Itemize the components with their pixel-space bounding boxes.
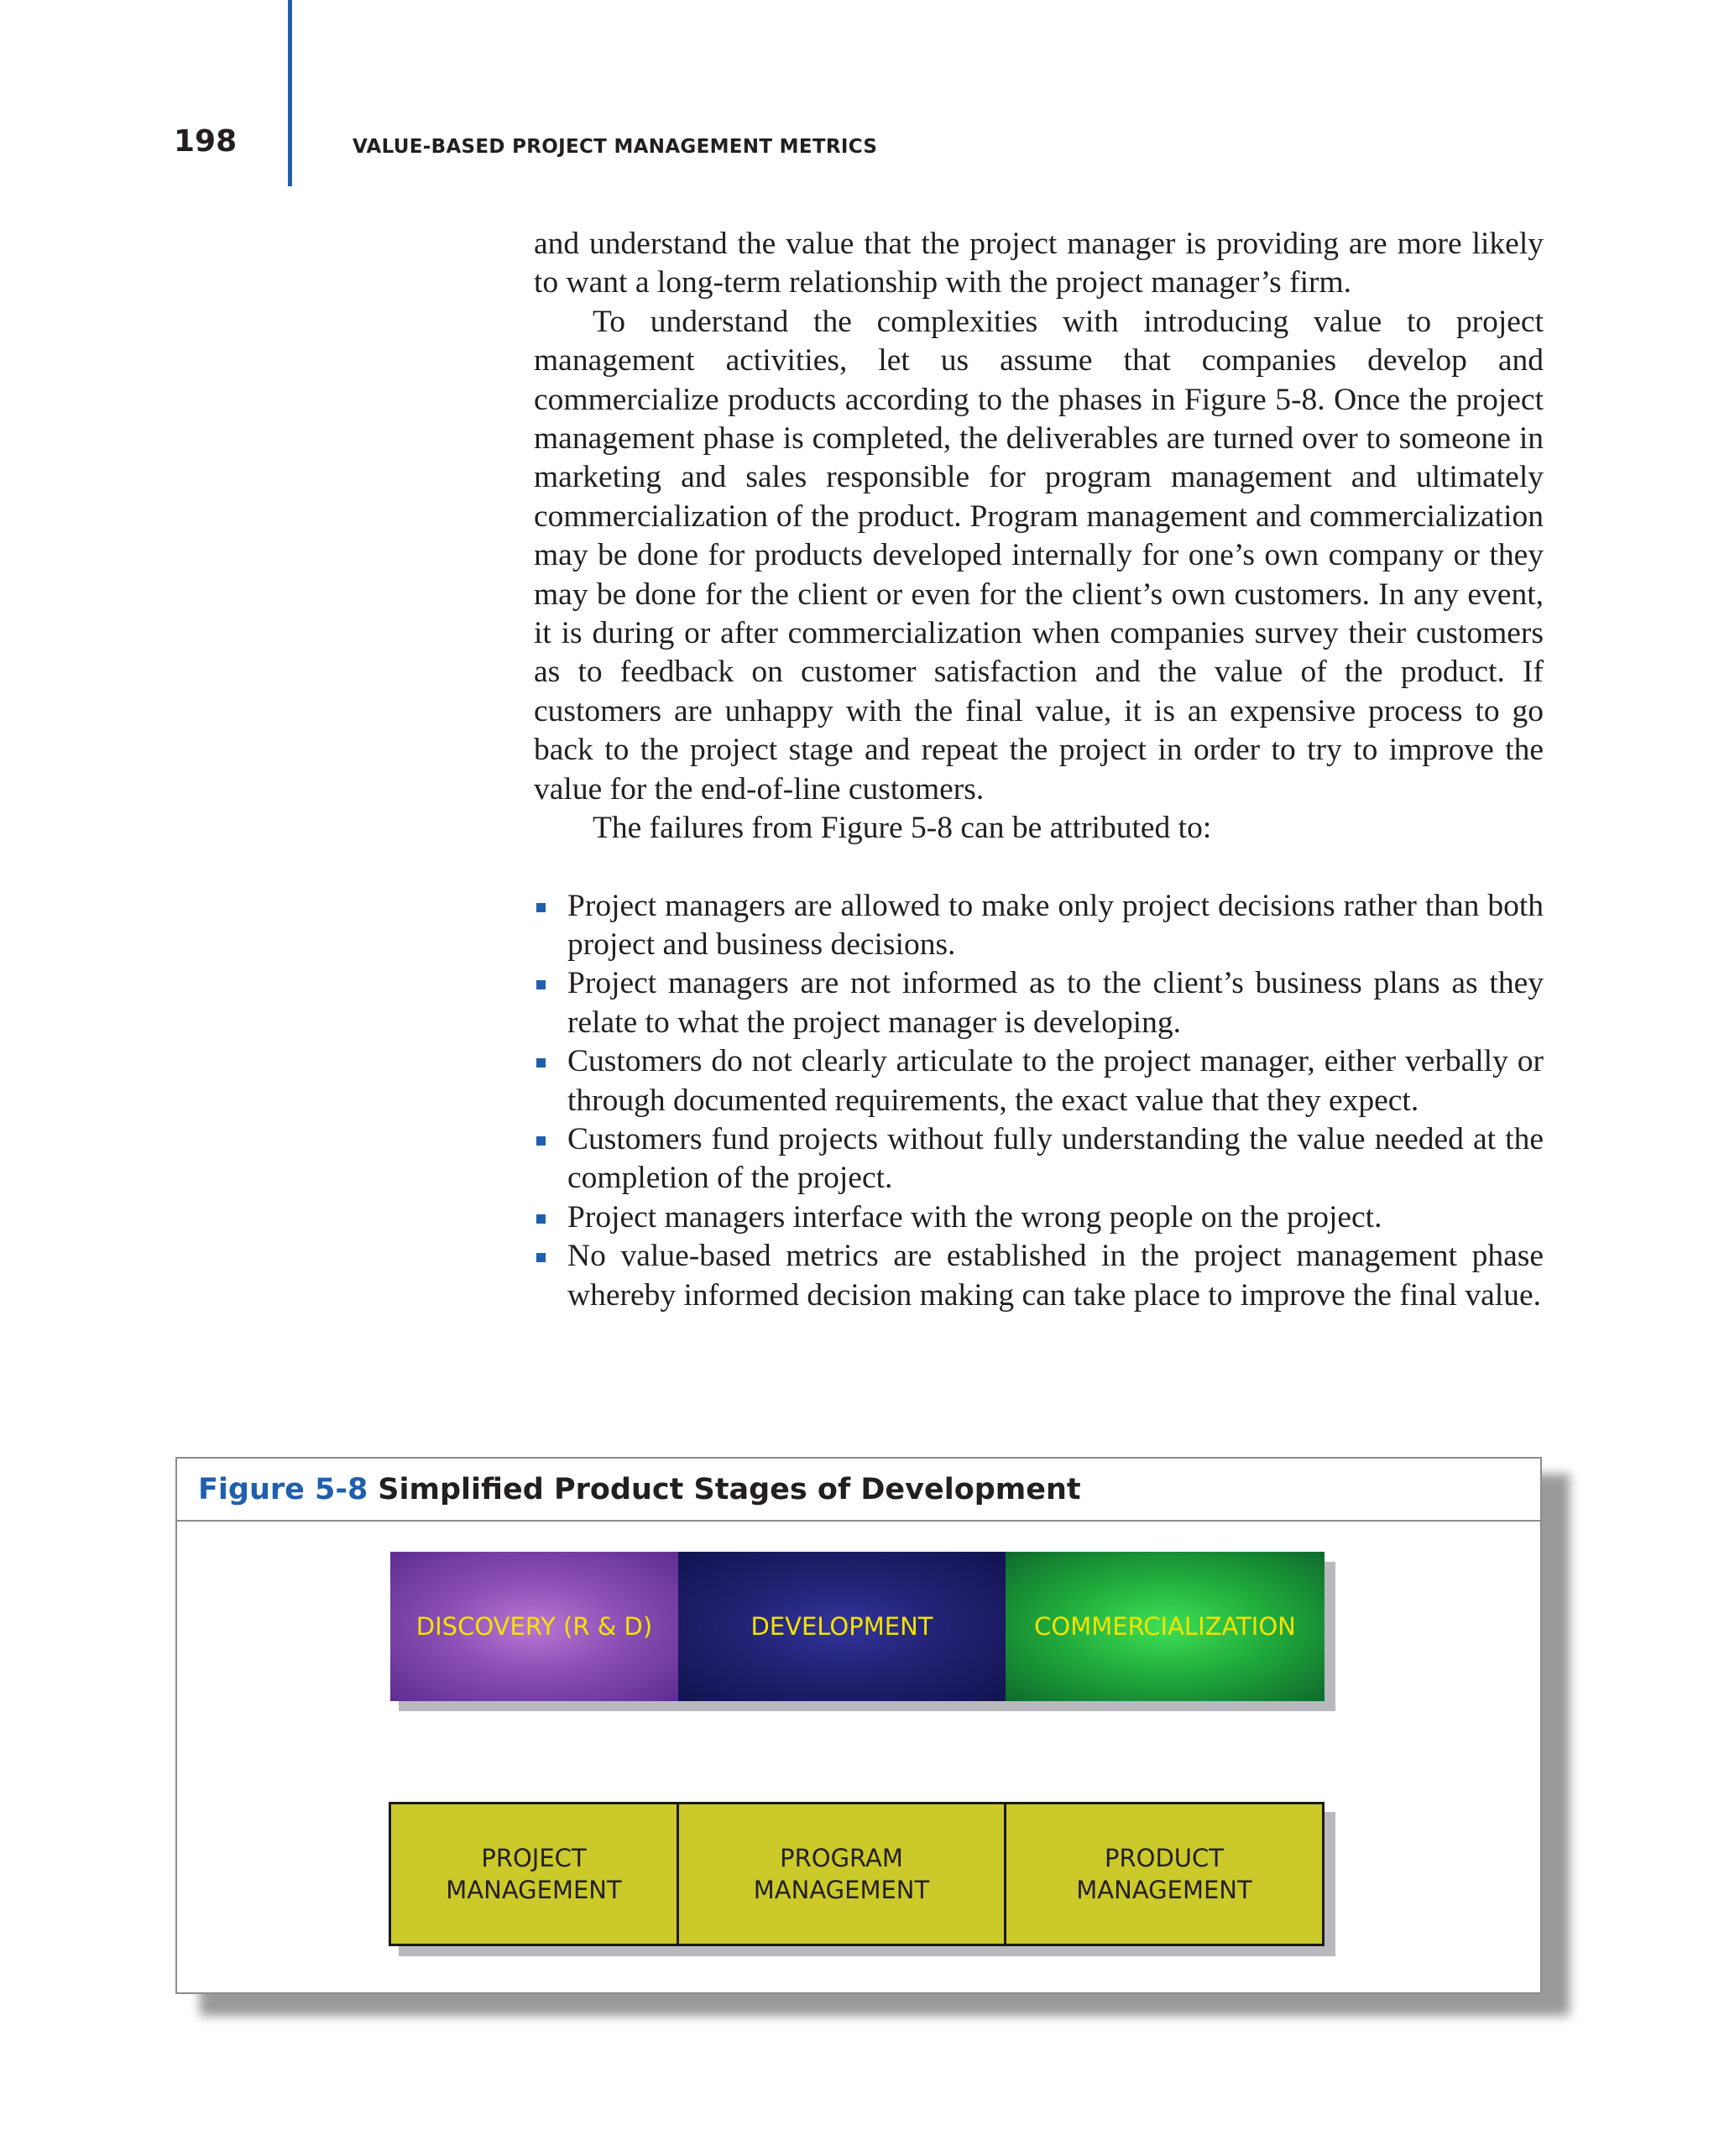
- failure-list: [534, 887, 1544, 1315]
- list-item: [534, 1042, 1544, 1120]
- list-item: [534, 887, 1544, 965]
- square-bullet-icon: [536, 903, 546, 912]
- square-bullet-icon: [536, 1136, 546, 1146]
- box-label-line: PROGRAM: [780, 1844, 903, 1872]
- program-management-box: [679, 1804, 1006, 1944]
- square-bullet-icon: [536, 1253, 546, 1262]
- paragraph: The failures from Figure 5-8 can be attributed to:: [593, 811, 1212, 846]
- paragraph: To understand the complexities with introducing value to project management activities, let us assume that companies develop and commercialize products according to the phases in Figure 5-8. Once the project management phase is completed, the deliverables are turned over to someone in marketing and sales responsible for program management and ultimately commercialization of the product. Program management and commercialization may be done for products developed internally for one’s own company or they may be done for the client or even for the client’s own customers. In any event, it is during or after commercialization when companies survey their customers as to feedback on customer satisfaction and the value of the product. If customers are unhappy with the final value, it is an expensive process to go back to the project stage and repeat the project in order to try to improve the value for the end-of-line customers.: [534, 304, 1544, 807]
- list-item-text: No value-based metrics are established in the project management phase whereby informed decision making can take place to improve the final value.: [567, 1239, 1544, 1313]
- figure-caption: [177, 1459, 1540, 1522]
- paragraph: and understand the value that the project manager is providing are more likely to want a long-term relationship with the project manager’s firm.: [534, 227, 1544, 300]
- running-head: VALUE-BASED PROJECT MANAGEMENT METRICS: [353, 136, 878, 158]
- square-bullet-icon: [536, 980, 546, 989]
- square-bullet-icon: [536, 1058, 546, 1068]
- page-number: 198: [174, 124, 238, 159]
- body-text: [534, 225, 1544, 1315]
- stage-row: [390, 1552, 1325, 1701]
- list-item: [534, 1198, 1544, 1237]
- list-item: [534, 964, 1544, 1042]
- list-item-text: Project managers are not informed as to the client’s business plans as they relate to what the project manager is developing.: [567, 966, 1544, 1040]
- stage-development: DEVELOPMENT: [678, 1552, 1006, 1701]
- list-item-text: Project managers interface with the wrong people on the project.: [567, 1199, 1382, 1235]
- figure-label: Figure 5-8: [198, 1473, 368, 1506]
- header-rule: [288, 0, 292, 186]
- list-item-text: Project managers are allowed to make only project decisions rather than both project and business decisions.: [567, 888, 1544, 962]
- square-bullet-icon: [536, 1214, 546, 1224]
- stage-commercialization: COMMERCIALIZATION: [1006, 1552, 1325, 1701]
- box-label-line: MANAGEMENT: [753, 1876, 930, 1904]
- stage-discovery: DISCOVERY (R & D): [390, 1552, 678, 1701]
- list-item: [534, 1120, 1544, 1198]
- project-management-box: [391, 1804, 679, 1944]
- box-label-line: MANAGEMENT: [446, 1876, 622, 1904]
- box-label-line: PRODUCT: [1105, 1844, 1224, 1872]
- product-management-box: [1006, 1804, 1322, 1944]
- figure-title: Simplified Product Stages of Development: [378, 1473, 1081, 1506]
- box-label-line: PROJECT: [481, 1844, 587, 1872]
- box-label-line: MANAGEMENT: [1076, 1876, 1252, 1904]
- list-item-text: Customers fund projects without fully understanding the value needed at the completion of the project.: [567, 1121, 1544, 1196]
- management-row: [389, 1802, 1325, 1946]
- list-item-text: Customers do not clearly articulate to the project manager, either verbally or through documented requirements, the exact value that they expect.: [567, 1044, 1544, 1118]
- list-item: [534, 1237, 1544, 1315]
